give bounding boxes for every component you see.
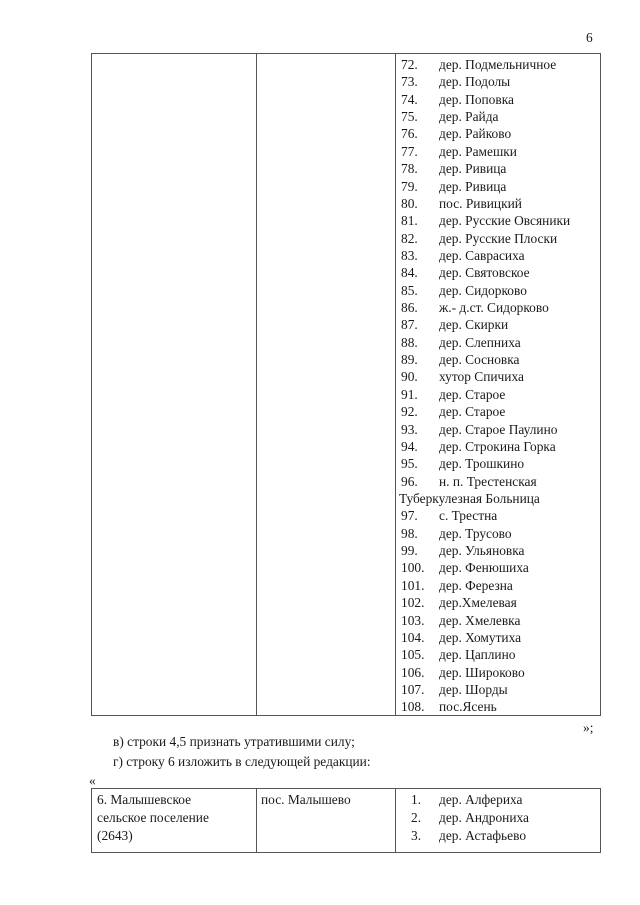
settlement-name: дер. Скирки [439,317,509,333]
settlement-number: 80. [401,195,418,211]
settlement-row [397,334,597,351]
settlement-name: с. Трестна [439,508,498,524]
column-divider [256,54,257,715]
settlement-row [397,594,597,611]
settlement-row [397,664,597,681]
settlement-row [397,698,597,715]
settlement-name: дер. Саврасиха [439,247,525,263]
settlement-row [397,56,597,73]
administrative-center: пос. Малышево [261,792,351,807]
settlement-number: 76. [401,126,418,142]
settlement-name: дер. Старое Паулино [439,421,558,437]
settlement-number: 101. [401,577,425,593]
settlement-name: дер. Ривица [439,161,507,177]
settlement-row [397,91,597,108]
settlement-name: дер.Хмелевая [439,595,517,611]
settlement-number: 98. [401,525,418,541]
settlement-name: дер. Хмелевка [439,612,521,628]
settlement-name: дер. Хомутиха [439,629,522,645]
settlement-name: дер. Райково [439,126,512,142]
settlement-row [397,264,597,281]
settlement-number: 93. [401,421,418,437]
settlement-number: 75. [401,109,418,125]
settlement-number: 73. [401,74,418,90]
settlement-row [397,160,597,177]
settlement-row [397,403,597,420]
settlement-name: н. п. Трестенская [439,473,537,489]
settlement-name: дер. Шорды [439,681,508,697]
settlement-name: дер. Астафьево [439,828,527,843]
settlement-number: 107. [401,681,425,697]
settlement-row [397,809,529,827]
settlement-number: 97. [401,508,418,524]
settlement-row [397,559,597,576]
settlement-row [397,421,597,438]
settlement-name: дер. Русские Овсяники [439,213,571,229]
settlement-row [397,247,597,264]
settlement-row [397,490,597,507]
settlement-name: дер. Ривица [439,178,507,194]
settlement-row [397,629,597,646]
settlement-number: 91. [401,386,418,402]
settlement-name: дер. Алфериха [439,792,523,807]
settlement-number: 84. [401,265,418,281]
settlement-row [397,351,597,368]
settlement-number: 105. [401,647,425,663]
settlement-name: дер. Цаплино [439,647,516,663]
settlement-name: пос. Ривицкий [439,195,522,211]
settlement-number: 92. [401,404,418,420]
settlement-row [397,612,597,629]
settlement-number: 2. [411,810,422,825]
settlement-name: дер. Строкина Горка [439,438,556,454]
settlement-name: дер. Подолы [439,74,511,90]
settlement-name: пос.Ясень [439,699,497,715]
settlement-name: дер. Райда [439,109,499,125]
settlement-row [397,577,597,594]
settlement-number: 89. [401,352,418,368]
settlement-name: дер. Рамешки [439,143,517,159]
settlement-number: 72. [401,57,418,72]
settlement-number: 1. [411,792,422,807]
settlement-number: 83. [401,247,418,263]
settlement-number: 88. [401,334,418,350]
settlement-number: 3. [411,828,422,843]
settlement-row [397,791,529,809]
settlement-row [397,195,597,212]
settlement-name: дер. Сидорково [439,282,527,298]
settlement-row [397,646,597,663]
paragraph-g: г) строку 6 изложить в следующей редакции: [113,754,371,769]
settlement-name: ж.- д.ст. Сидорково [439,300,549,316]
settlement-row [397,473,597,490]
settlement-name: дер. Святовское [439,265,530,281]
settlement-name: дер. Сосновка [439,352,520,368]
settlement-number: 103. [401,612,425,628]
settlement-row [397,143,597,160]
column-divider [395,54,396,715]
settlements-list [397,56,597,716]
settlement-row [397,455,597,472]
closing-quote: »; [583,720,594,735]
settlement-row [397,73,597,90]
municipality-code: (2643) [97,828,133,843]
settlement-row [397,282,597,299]
settlement-number: 79. [401,178,418,194]
settlement-number: 87. [401,317,418,333]
opening-quote: « [89,773,96,788]
settlement-number: 95. [401,456,418,472]
settlement-number: 102. [401,595,425,611]
settlement-number: 86. [401,300,418,316]
settlement-number: 85. [401,282,418,298]
settlement-name: дер. Слепниха [439,334,521,350]
settlement-row [397,827,529,845]
settlement-row [397,178,597,195]
page-number: 6 [586,30,593,45]
settlement-number: 81. [401,213,418,229]
settlement-number: 77. [401,143,418,159]
settlement-name: хутор Спичиха [439,369,524,385]
settlement-number: 78. [401,161,418,177]
settlement-name: дер. Фенюшиха [439,560,529,576]
paragraph-v: в) строки 4,5 признать утратившими силу; [113,734,355,749]
settlement-row [397,507,597,524]
settlement-row [397,125,597,142]
settlement-row [397,299,597,316]
settlement-number: 108. [401,699,425,715]
municipality-name [97,791,252,845]
settlement-row [397,438,597,455]
settlement-number: 82. [401,230,418,246]
settlement-number: 90. [401,369,418,385]
column-divider [395,789,396,852]
settlement-row [397,212,597,229]
settlement-row [397,368,597,385]
settlement-number: 100. [401,560,425,576]
settlement-row [397,386,597,403]
settlement-name: дер. Старое [439,386,506,402]
settlement-name: дер. Трошкино [439,456,525,472]
settlement-row [397,108,597,125]
settlement-number: 104. [401,629,425,645]
settlement-name: дер. Русские Плоски [439,230,558,246]
settlement-row [397,542,597,559]
settlement-name: дер. Подмельничное [439,57,557,72]
settlement-number: 94. [401,438,418,454]
settlement-row [397,525,597,542]
settlements-table [91,53,601,716]
settlement-row [397,230,597,247]
municipality-name-line: сельское поселение [97,810,209,825]
settlement-name: дер. Поповка [439,91,514,107]
settlement-name: дер. Андрониха [439,810,529,825]
settlement-name: Туберкулезная Больница [399,490,540,506]
column-divider [256,789,257,852]
settlement-name: дер. Ульяновка [439,543,525,559]
settlement-name: дер. Трусово [439,525,512,541]
settlement-number: 99. [401,543,418,559]
settlements-list [397,791,529,845]
settlement-row [397,681,597,698]
settlement-name: дер. Ферезна [439,577,513,593]
settlement-name: дер. Старое [439,404,506,420]
new-row-table [91,788,601,853]
settlement-number: 74. [401,91,418,107]
settlement-number: 96. [401,473,418,489]
settlement-name: дер. Широково [439,664,525,680]
settlement-number: 106. [401,664,425,680]
settlement-row [397,316,597,333]
municipality-name-line: 6. Малышевское [97,792,192,807]
